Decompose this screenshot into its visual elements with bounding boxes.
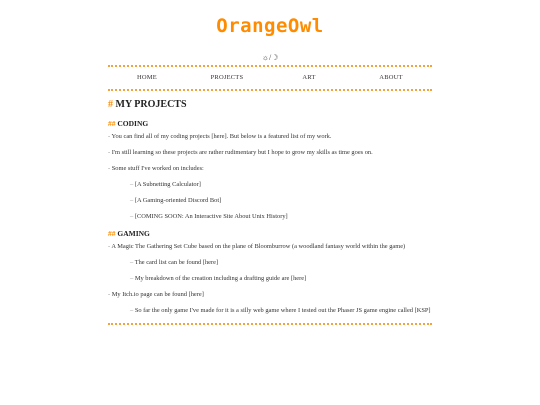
project-link-item	[130, 197, 432, 206]
project-link-discord-bot[interactable]: [A Gaming-oriented Discord Bot]	[134, 196, 222, 204]
nav-projects[interactable]: PROJECTS	[210, 73, 244, 81]
project-link-unix-history[interactable]: [COMING SOON: An Interactive Site About Unix History]	[134, 212, 288, 220]
itch-sub-item	[108, 307, 432, 316]
heading-marker: #	[108, 99, 113, 110]
coding-learning-text: I'm still learning so these projects are rather rudimentary but I hope to grow my skills as time goes on.	[111, 148, 373, 156]
page-title	[108, 98, 432, 112]
itch-page-link[interactable]: My Itch.io page can be found [here]	[111, 291, 204, 299]
page-container	[108, 0, 432, 325]
main-content	[108, 98, 432, 316]
bullet: -	[108, 132, 111, 140]
coding-intro-text[interactable]: You can find all of my coding projects [here]. But below is a featured list of my work.	[111, 132, 332, 140]
sub-bullet: –	[130, 180, 134, 188]
list-item	[108, 243, 432, 252]
mtg-card-list-link[interactable]: The card list can be found [here]	[134, 258, 219, 266]
project-link-subnetting[interactable]: [A Subnetting Calculator]	[134, 180, 201, 188]
nav-home[interactable]: HOME	[136, 73, 157, 81]
gaming-heading	[108, 229, 432, 239]
nav-about[interactable]: ABOUT	[379, 73, 403, 81]
mtg-sub-item	[130, 275, 432, 284]
list-item	[108, 133, 432, 142]
bullet: -	[108, 242, 111, 250]
list-item	[108, 291, 432, 300]
sub-bullet: –	[130, 196, 134, 204]
mtg-cube-text: A Magic The Gathering Set Cube based on the plane of Bloomburrow (a woodland fantasy world within the game)	[111, 242, 406, 250]
gaming-heading-text: GAMING	[117, 228, 150, 238]
list-item	[108, 165, 432, 174]
ksp-game-text[interactable]: So far the only game I've made for it is a silly web game where I tested out the Phaser JS game engine called [KSP]	[134, 307, 431, 315]
sub-bullet: –	[130, 307, 134, 315]
mtg-breakdown-link[interactable]: My breakdown of the creation including a drafting guide are [here]	[134, 275, 307, 282]
bullet: -	[108, 291, 111, 299]
bottom-divider	[108, 323, 432, 325]
coding-heading	[108, 119, 432, 129]
site-title[interactable]: OrangeOwl	[216, 15, 324, 37]
nav-art[interactable]: ART	[302, 73, 316, 81]
bullet: -	[108, 148, 111, 156]
sub-bullet: –	[130, 275, 134, 282]
bullet: -	[108, 164, 111, 172]
project-link-item	[130, 213, 432, 222]
coding-heading-text: CODING	[117, 118, 149, 128]
mtg-sub-item	[130, 259, 432, 268]
nav-divider	[108, 89, 432, 91]
theme-toggle-icon[interactable]: ☼/☽	[261, 53, 279, 62]
project-link-item	[130, 181, 432, 190]
subheading-marker: ##	[108, 118, 116, 128]
sub-bullet: –	[130, 212, 134, 220]
sub-bullet: –	[130, 258, 134, 266]
main-nav	[108, 67, 432, 89]
coding-includes-text: Some stuff I've worked on includes:	[111, 164, 204, 172]
list-item	[108, 149, 432, 158]
subheading-marker: ##	[108, 228, 116, 238]
page-title-text: MY PROJECTS	[115, 99, 187, 110]
